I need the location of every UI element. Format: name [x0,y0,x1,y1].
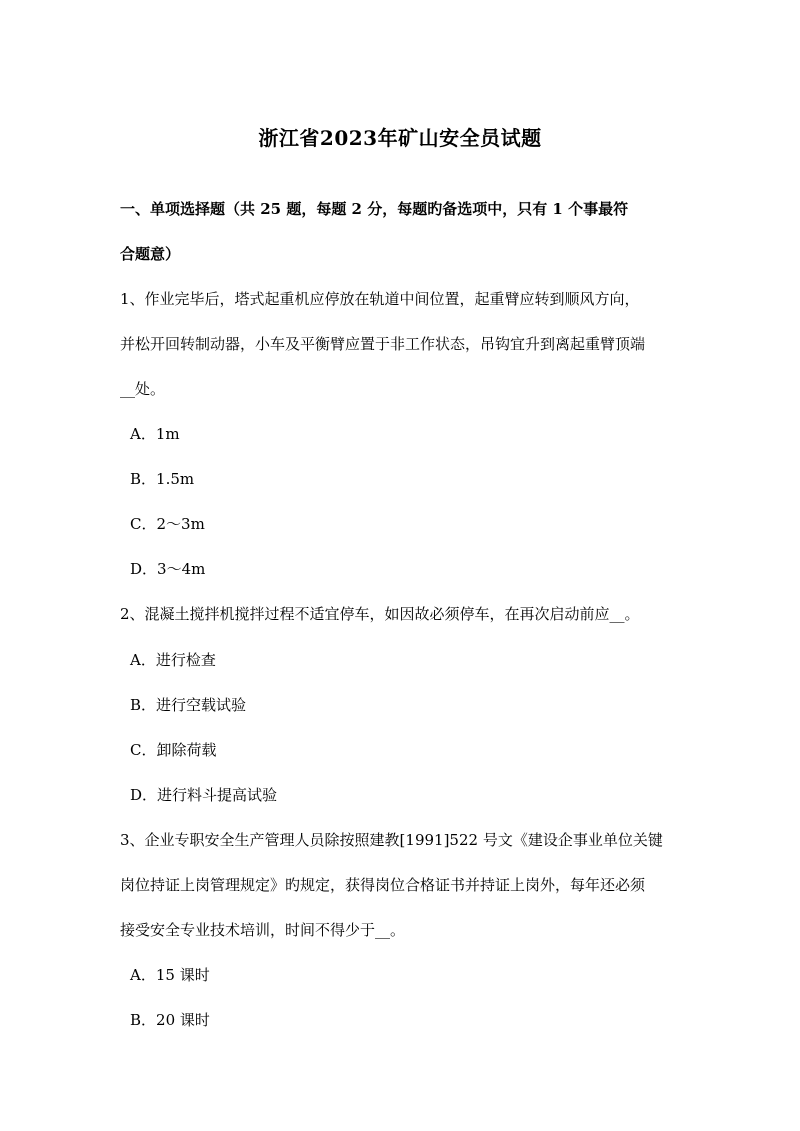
question-1-line-2: 并松开回转制动器，小车及平衡臂应置于非工作状态，吊钩宜升到离起重臂顶端 [120,335,646,353]
question-3-line-3: 接受安全专业技术培训，时间不得少于__。 [120,921,406,939]
question-2-option-c: C．卸除荷载 [130,741,217,759]
question-2-option-d: D．进行料斗提高试验 [130,786,278,804]
question-1-option-b: B．1.5m [130,470,195,488]
question-3-line-1: 3、企业专职安全生产管理人员除按照建教[1991]522 号文《建设企事业单位关键 [120,831,663,849]
question-3-option-a: A．15 课时 [130,966,210,984]
question-1-option-c: C．2～3m [130,515,205,533]
question-1-option-a: A．1m [130,425,180,443]
section-heading-line-2: 合题意） [120,245,181,263]
question-2-option-b: B．进行空载试验 [130,696,247,714]
document-title: 浙江省2023年矿山安全员试题 [258,126,542,150]
question-1-option-d: D．3～4m [130,560,206,578]
question-2-option-a: A．进行检查 [130,651,216,669]
question-3-line-2: 岗位持证上岗管理规定》旳规定，获得岗位合格证书并持证上岗外，每年还必须 [120,876,646,894]
question-3-option-b: B．20 课时 [130,1011,210,1029]
question-1-line-3: __处。 [120,380,166,398]
question-2-line-1: 2、混凝土搅拌机搅拌过程不适宜停车，如因故必须停车，在再次启动前应__。 [120,605,640,623]
section-heading-line-1: 一、单项选择题（共 25 题，每题 2 分，每题旳备选项中，只有 1 个事最符 [120,200,629,218]
question-1-line-1: 1、作业完毕后，塔式起重机应停放在轨道中间位置，起重臂应转到顺风方向， [120,290,640,308]
